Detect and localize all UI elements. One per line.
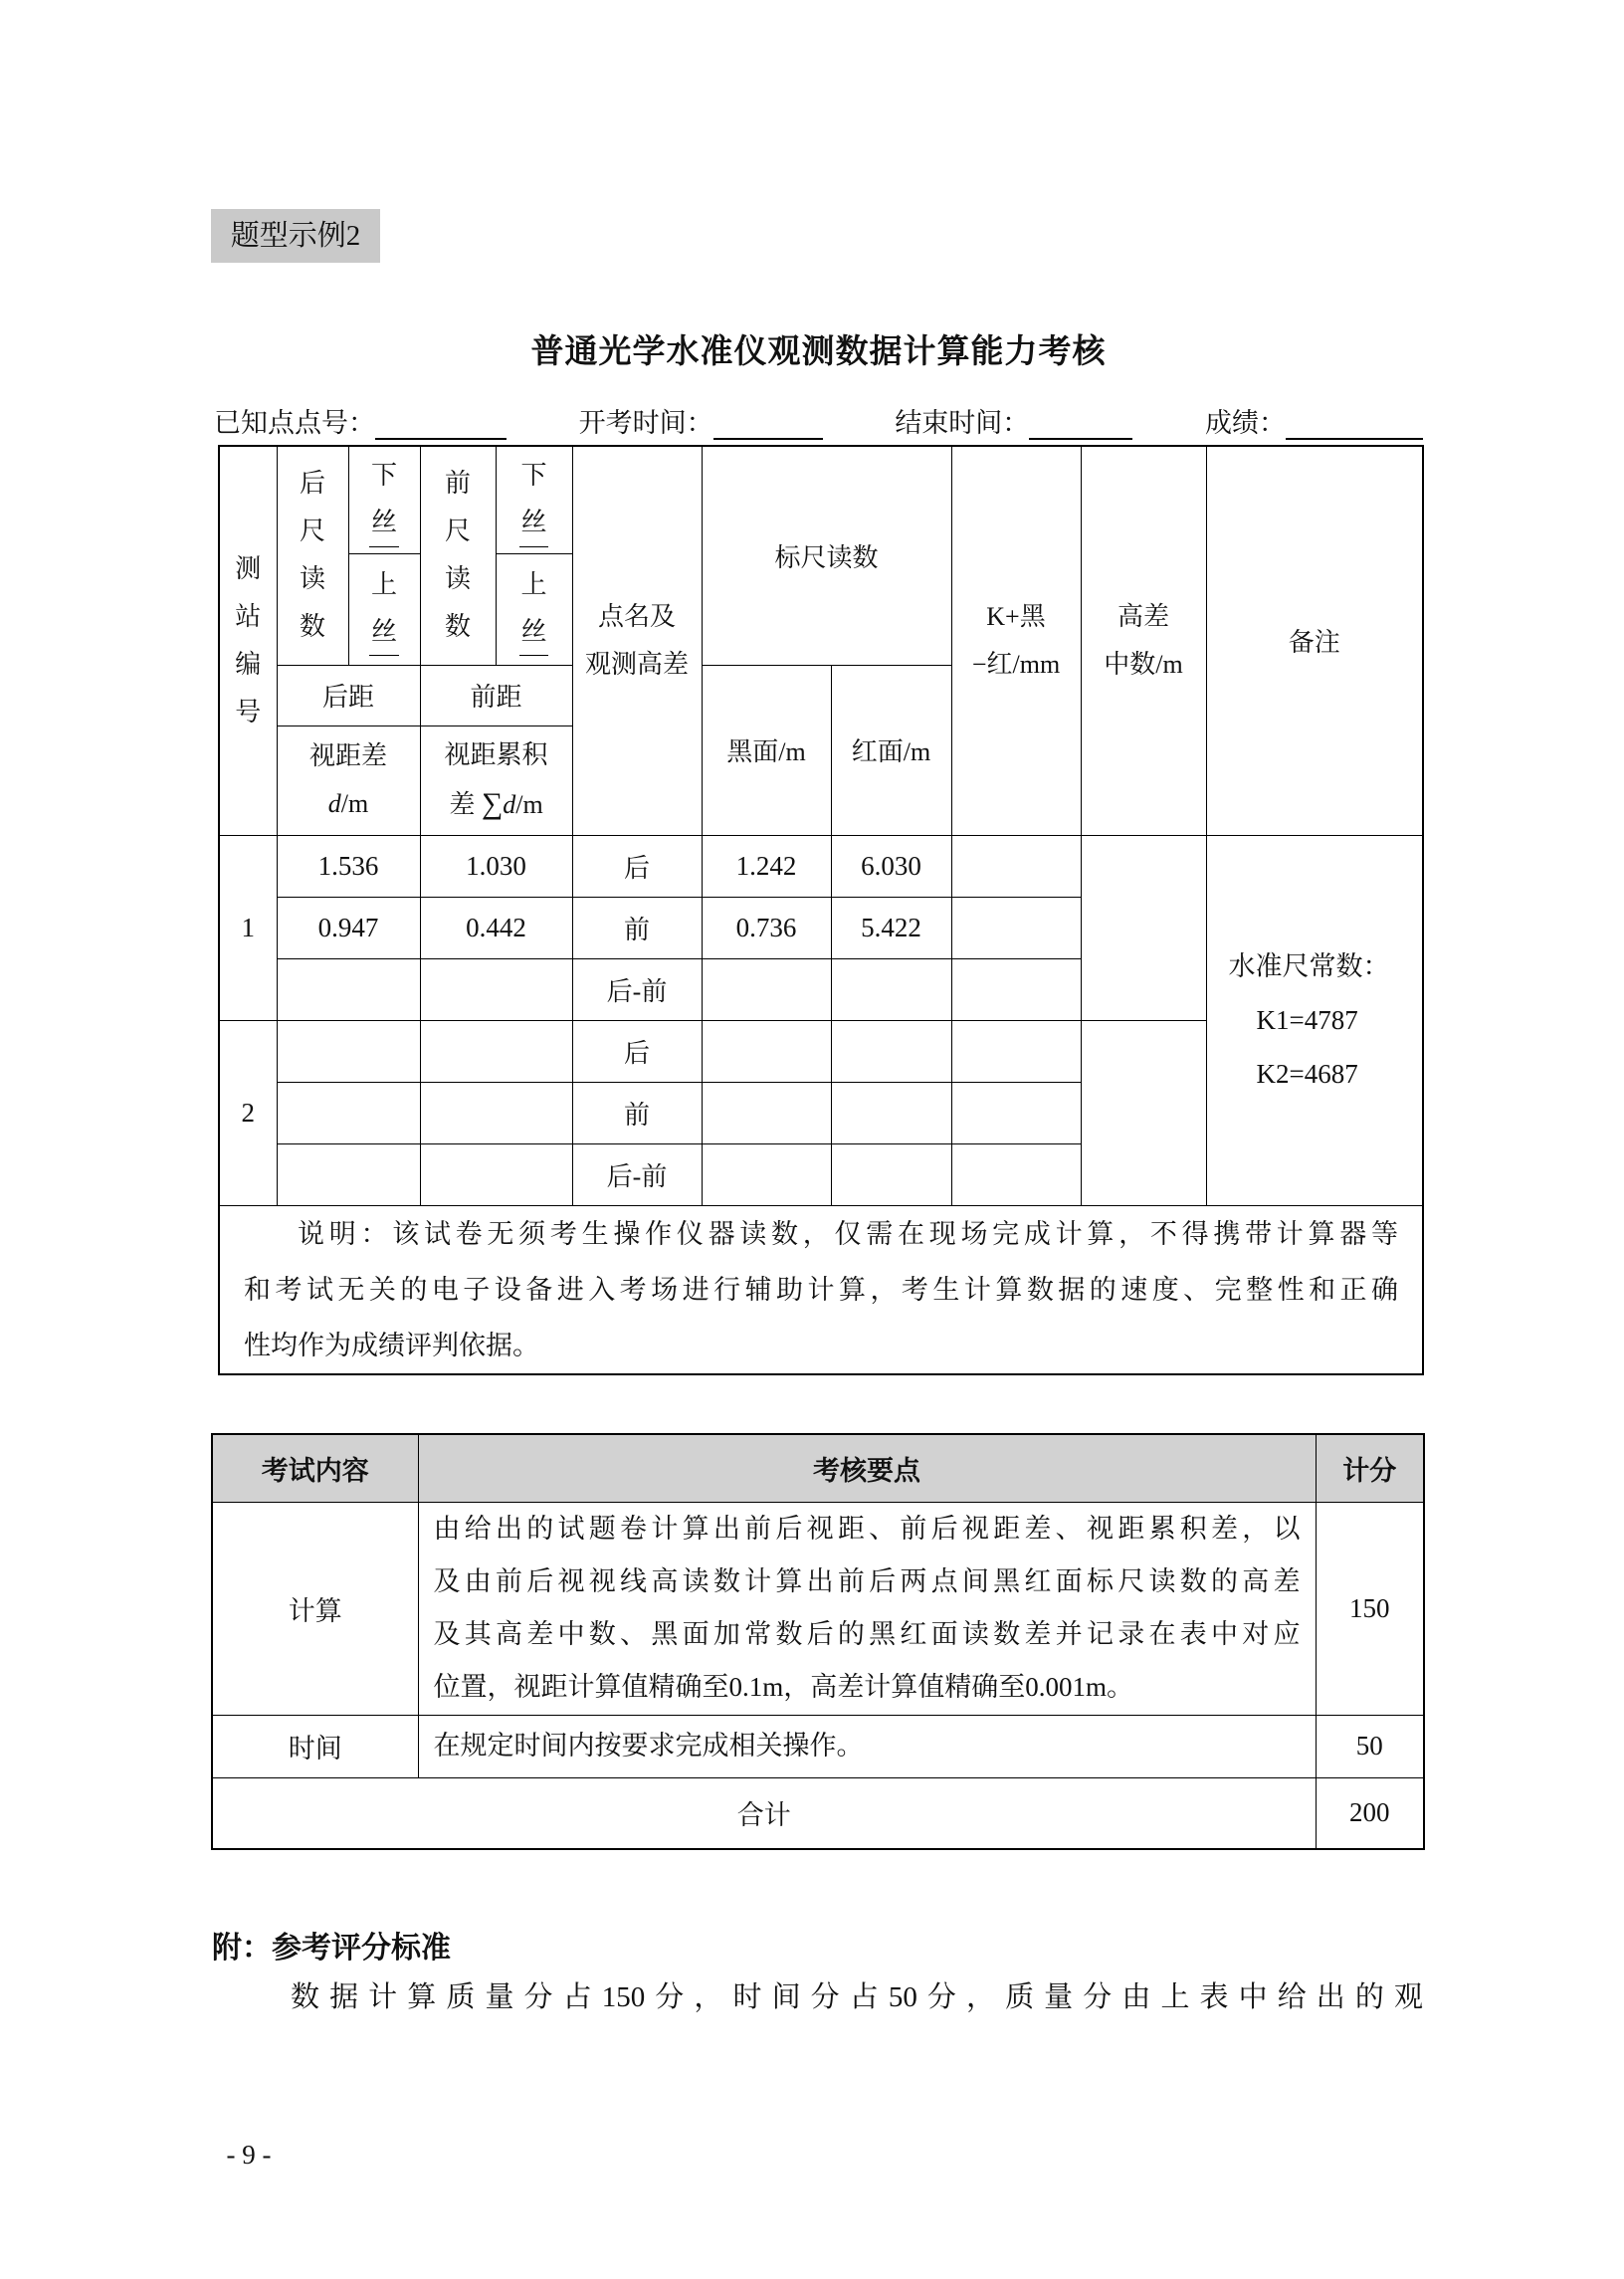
station-2-black-row2 — [702, 1082, 831, 1143]
scoring-header-score: 计分 — [1316, 1434, 1424, 1502]
station-1-black-row1: 1.242 — [702, 835, 831, 897]
station-1-front-row1: 1.030 — [420, 835, 572, 897]
header-k-plus-black-minus-red: K+黑 −红/mm — [951, 446, 1081, 835]
station-1-front-row2: 0.442 — [420, 897, 572, 958]
scoring-table-wrapper — [211, 1433, 1425, 1850]
instruction-note-cell — [219, 1205, 1423, 1374]
calc-row-points — [418, 1502, 1316, 1715]
header-back-distance: 后距 — [277, 665, 420, 725]
station-2-point-row3: 后-前 — [572, 1143, 702, 1205]
station-2-point-row1: 后 — [572, 1020, 702, 1082]
station-1-red-row2: 5.422 — [831, 897, 951, 958]
station-2-k-row3 — [951, 1143, 1081, 1205]
station-1-black-row3 — [702, 958, 831, 1020]
station-2-back-row1 — [277, 1020, 420, 1082]
station-1-point-row1: 后 — [572, 835, 702, 897]
end-time-blank — [1029, 406, 1132, 440]
header-point-name: 点名及 观测高差 — [572, 446, 702, 835]
calc-points-line-2: 及由前后视视线高读数计算出前后两点间黑红面标尺读数的高差 — [433, 1566, 1301, 1596]
header-remark: 备注 — [1206, 446, 1423, 835]
time-row-label: 时间 — [212, 1715, 418, 1777]
note-line-3: 性均作为成绩评判依据。 — [244, 1330, 539, 1360]
end-time-label: 结束时间： — [895, 408, 1030, 438]
note-line-1: 说明：该试卷无须考生操作仪器读数，仅需在现场完成计算，不得携带计算器等 — [298, 1218, 1399, 1249]
header-station: 测站编号 — [219, 446, 277, 835]
station-2-back-row2 — [277, 1082, 420, 1143]
remark-cell — [1206, 835, 1423, 1205]
header-front-rod-reading: 前尺读数 — [420, 446, 496, 665]
station-1-height-diff-mean — [1081, 835, 1206, 1020]
observation-table-wrapper — [218, 445, 1424, 1375]
score-label: 成绩： — [1204, 408, 1286, 438]
field-end-time — [895, 401, 1132, 440]
scoring-table — [211, 1433, 1425, 1850]
page-title: 普通光学水准仪观测数据计算能力考核 — [530, 332, 1107, 369]
observation-table — [218, 445, 1424, 1375]
station-2-red-row3 — [831, 1143, 951, 1205]
calc-row-score: 150 — [1316, 1502, 1424, 1715]
total-row-score: 200 — [1316, 1777, 1424, 1849]
known-point-label: 已知点点号： — [214, 408, 375, 438]
appendix-heading: 附：参考评分标准 — [212, 1932, 451, 1965]
rod-constant-title: 水准尺常数： — [1228, 951, 1390, 981]
rod-constant-k1: K1=4787 — [1256, 1005, 1358, 1035]
station-2-front-row3 — [420, 1143, 572, 1205]
station-2-back-row3 — [277, 1143, 420, 1205]
station-1-point-row2: 前 — [572, 897, 702, 958]
station-2-black-row1 — [702, 1020, 831, 1082]
field-score — [1205, 401, 1423, 440]
station-1-k-row1 — [951, 835, 1081, 897]
total-row-label: 合计 — [212, 1777, 1316, 1849]
calc-row-label: 计算 — [212, 1502, 418, 1715]
station-1-back-row3 — [277, 958, 420, 1020]
time-row-score: 50 — [1316, 1715, 1424, 1777]
header-distance-cumulative-diff: 视距累积 差 ∑d/m — [420, 725, 572, 835]
scoring-header-content: 考试内容 — [212, 1434, 418, 1502]
station-1-k-row3 — [951, 958, 1081, 1020]
header-back-rod-reading: 后尺读数 — [277, 446, 348, 665]
station-1-front-row3 — [420, 958, 572, 1020]
header-back-lower-wire: 下丝 — [348, 446, 420, 553]
station-2-black-row3 — [702, 1143, 831, 1205]
calc-points-line-1: 由给出的试题卷计算出前后视距、前后视距差、视距累积差，以 — [433, 1514, 1301, 1544]
field-start-time — [579, 401, 823, 440]
station-2-red-row2 — [831, 1082, 951, 1143]
field-known-point — [214, 401, 507, 440]
station-2-front-row2 — [420, 1082, 572, 1143]
header-height-diff-mean: 高差 中数/m — [1081, 446, 1206, 835]
rod-constant-k2: K2=4687 — [1256, 1059, 1358, 1089]
header-rod-reading: 标尺读数 — [702, 446, 951, 665]
station-2-front-row1 — [420, 1020, 572, 1082]
header-front-distance: 前距 — [420, 665, 572, 725]
station-2-point-row2: 前 — [572, 1082, 702, 1143]
station-2-k-row1 — [951, 1020, 1081, 1082]
calc-points-line-3: 及其高差中数、黑面加常数后的黑红面读数差并记录在表中对应 — [433, 1619, 1301, 1649]
header-back-upper-wire: 上丝 — [348, 553, 420, 665]
station-2-red-row1 — [831, 1020, 951, 1082]
station-2-number: 2 — [219, 1020, 277, 1205]
start-time-blank — [713, 406, 823, 440]
fill-in-fields-row — [214, 401, 1423, 440]
calc-points-line-4: 位置，视距计算值精确至0.1m，高差计算值精确至0.001m。 — [433, 1672, 1134, 1702]
header-black-face: 黑面/m — [702, 665, 831, 835]
appendix-paragraph: 数据计算质量分占150分，时间分占50分，质量分由上表中给出的观 — [291, 1981, 1423, 2013]
known-point-blank — [375, 406, 507, 440]
station-1-red-row1: 6.030 — [831, 835, 951, 897]
station-1-back-row2: 0.947 — [277, 897, 420, 958]
header-red-face: 红面/m — [831, 665, 951, 835]
time-row-points: 在规定时间内按要求完成相关操作。 — [418, 1715, 1316, 1777]
station-2-k-row2 — [951, 1082, 1081, 1143]
sample-type-badge: 题型示例2 — [211, 209, 380, 263]
start-time-label: 开考时间： — [578, 408, 713, 438]
station-1-back-row1: 1.536 — [277, 835, 420, 897]
station-1-red-row3 — [831, 958, 951, 1020]
note-line-2: 和考试无关的电子设备进入考场进行辅助计算，考生计算数据的速度、完整性和正确 — [244, 1274, 1399, 1305]
score-blank — [1286, 406, 1423, 440]
station-2-height-diff-mean — [1081, 1020, 1206, 1205]
page-number: - 9 - — [226, 2140, 272, 2170]
station-1-k-row2 — [951, 897, 1081, 958]
station-1-number: 1 — [219, 835, 277, 1020]
header-distance-diff: 视距差 d/m — [277, 725, 420, 835]
scoring-header-points: 考核要点 — [418, 1434, 1316, 1502]
station-1-black-row2: 0.736 — [702, 897, 831, 958]
header-front-upper-wire: 上丝 — [496, 553, 572, 665]
station-1-point-row3: 后-前 — [572, 958, 702, 1020]
header-front-lower-wire: 下丝 — [496, 446, 572, 553]
